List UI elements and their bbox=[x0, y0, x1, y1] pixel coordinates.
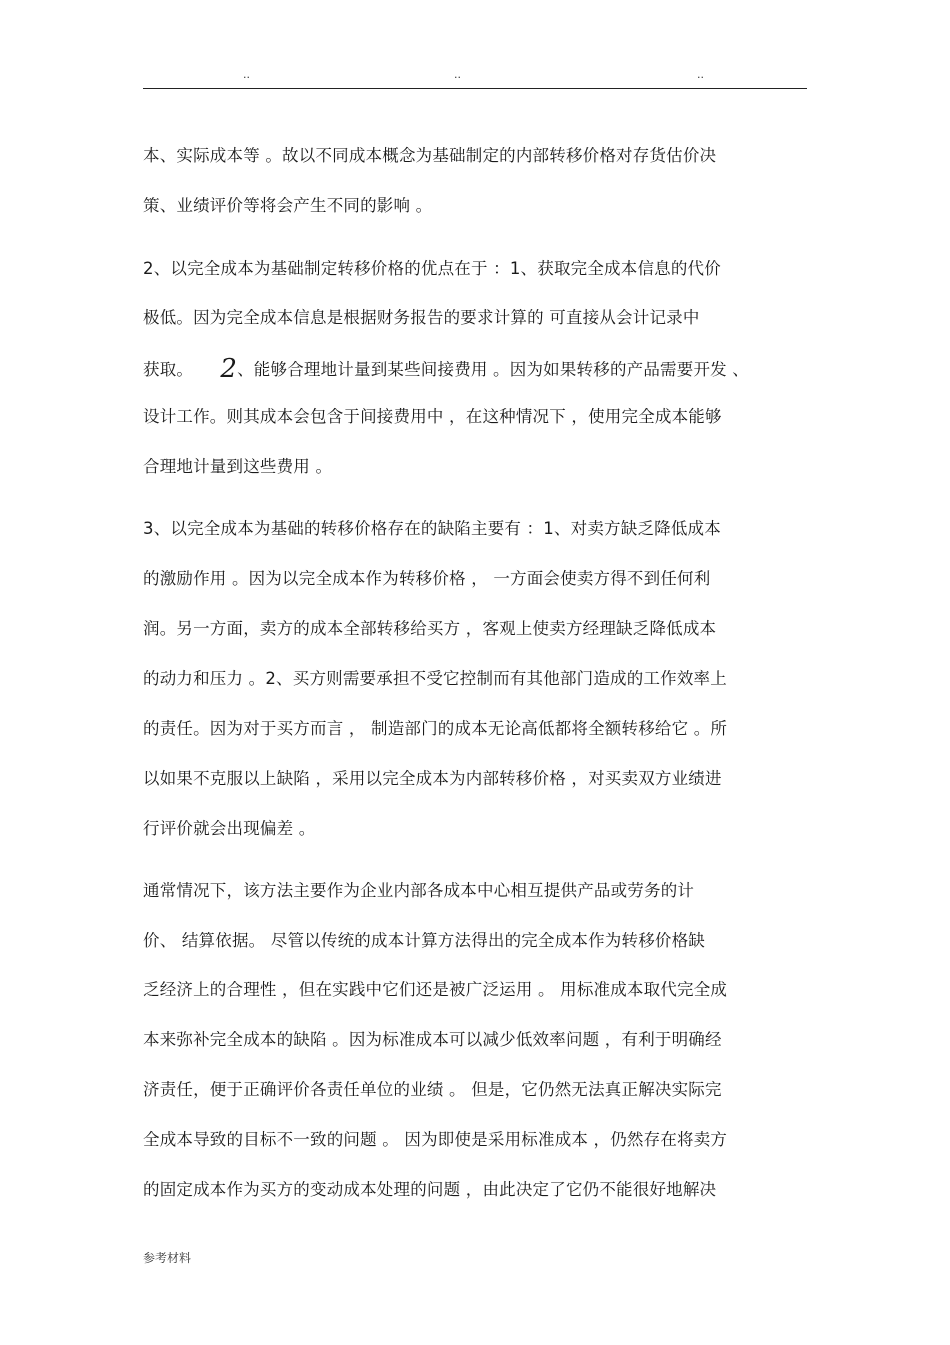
text-line: 通常情况下，该方法主要作为企业内部各成本中心相互提供产品或劳务的计 bbox=[143, 881, 695, 900]
text-line: 价、 结算依据。 尽管以传统的成本计算方法得出的完全成本作为转移价格缺 bbox=[143, 931, 705, 950]
text-line: 本来弥补完全成本的缺陷 。因为标准成本可以减少低效率问题 ，有利于明确经 bbox=[143, 1030, 722, 1049]
handwritten-number: 2 bbox=[220, 354, 238, 384]
text-line: 2、以完全成本为基础制定转移价格的优点在于 ：1、获取完全成本信息的代价 bbox=[143, 259, 721, 278]
text-line: 润。另一方面，卖方的成本全部转移给买方 ，客观上使卖方经理缺乏降低成本 bbox=[143, 619, 717, 638]
text-line bbox=[143, 355, 749, 382]
text-segment: 获取。 bbox=[143, 360, 194, 379]
header-dots: .. bbox=[243, 68, 250, 81]
header-rule bbox=[143, 88, 807, 89]
text-line: 的激励作用 。因为以完全成本作为转移价格 ， 一方面会使卖方得不到任何利 bbox=[143, 569, 711, 588]
header-dots: .. bbox=[697, 68, 704, 81]
header-dots: .. bbox=[454, 68, 461, 81]
text-line: 合理地计量到这些费用 。 bbox=[143, 457, 333, 476]
page-footer: 参考材料 bbox=[143, 1251, 192, 1265]
text-line: 的固定成本作为买方的变动成本处理的问题 ，由此决定了它仍不能很好地解决 bbox=[143, 1180, 717, 1199]
text-line: 极低。因为完全成本信息是根据财务报告的要求计算的 可直接从会计记录中 bbox=[143, 308, 700, 327]
text-line: 全成本导致的目标不一致的问题 。 因为即使是采用标准成本 ，仍然存在将卖方 bbox=[143, 1130, 728, 1149]
text-line: 策、业绩评价等将会产生不同的影响 。 bbox=[143, 196, 433, 215]
text-line: 设计工作。则其成本会包含于间接费用中 ，在这种情况下 ，使用完全成本能够 bbox=[143, 407, 722, 426]
text-line: 本、实际成本等 。故以不同成本概念为基础制定的内部转移价格对存货估价决 bbox=[143, 146, 717, 165]
text-line: 以如果不克服以上缺陷 ，采用以完全成本为内部转移价格 ，对买卖双方业绩进 bbox=[143, 769, 722, 788]
text-line: 的责任。因为对于买方而言 ， 制造部门的成本无论高低都将全额转移给它 。所 bbox=[143, 719, 728, 738]
text-line: 3、以完全成本为基础的转移价格存在的缺陷主要有 ：1、对卖方缺乏降低成本 bbox=[143, 519, 721, 538]
text-line: 乏经济上的合理性 ，但在实践中它们还是被广泛运用 。 用标准成本取代完全成 bbox=[143, 980, 728, 999]
text-segment: 、能够合理地计量到某些间接费用 。因为如果转移的产品需要开发 、 bbox=[237, 360, 749, 379]
text-line: 济责任，便于正确评价各责任单位的业绩 。 但是，它仍然无法真正解决实际完 bbox=[143, 1080, 722, 1099]
text-line: 行评价就会出现偏差 。 bbox=[143, 819, 316, 838]
text-line: 的动力和压力 。2、买方则需要承担不受它控制而有其他部门造成的工作效率上 bbox=[143, 669, 727, 688]
